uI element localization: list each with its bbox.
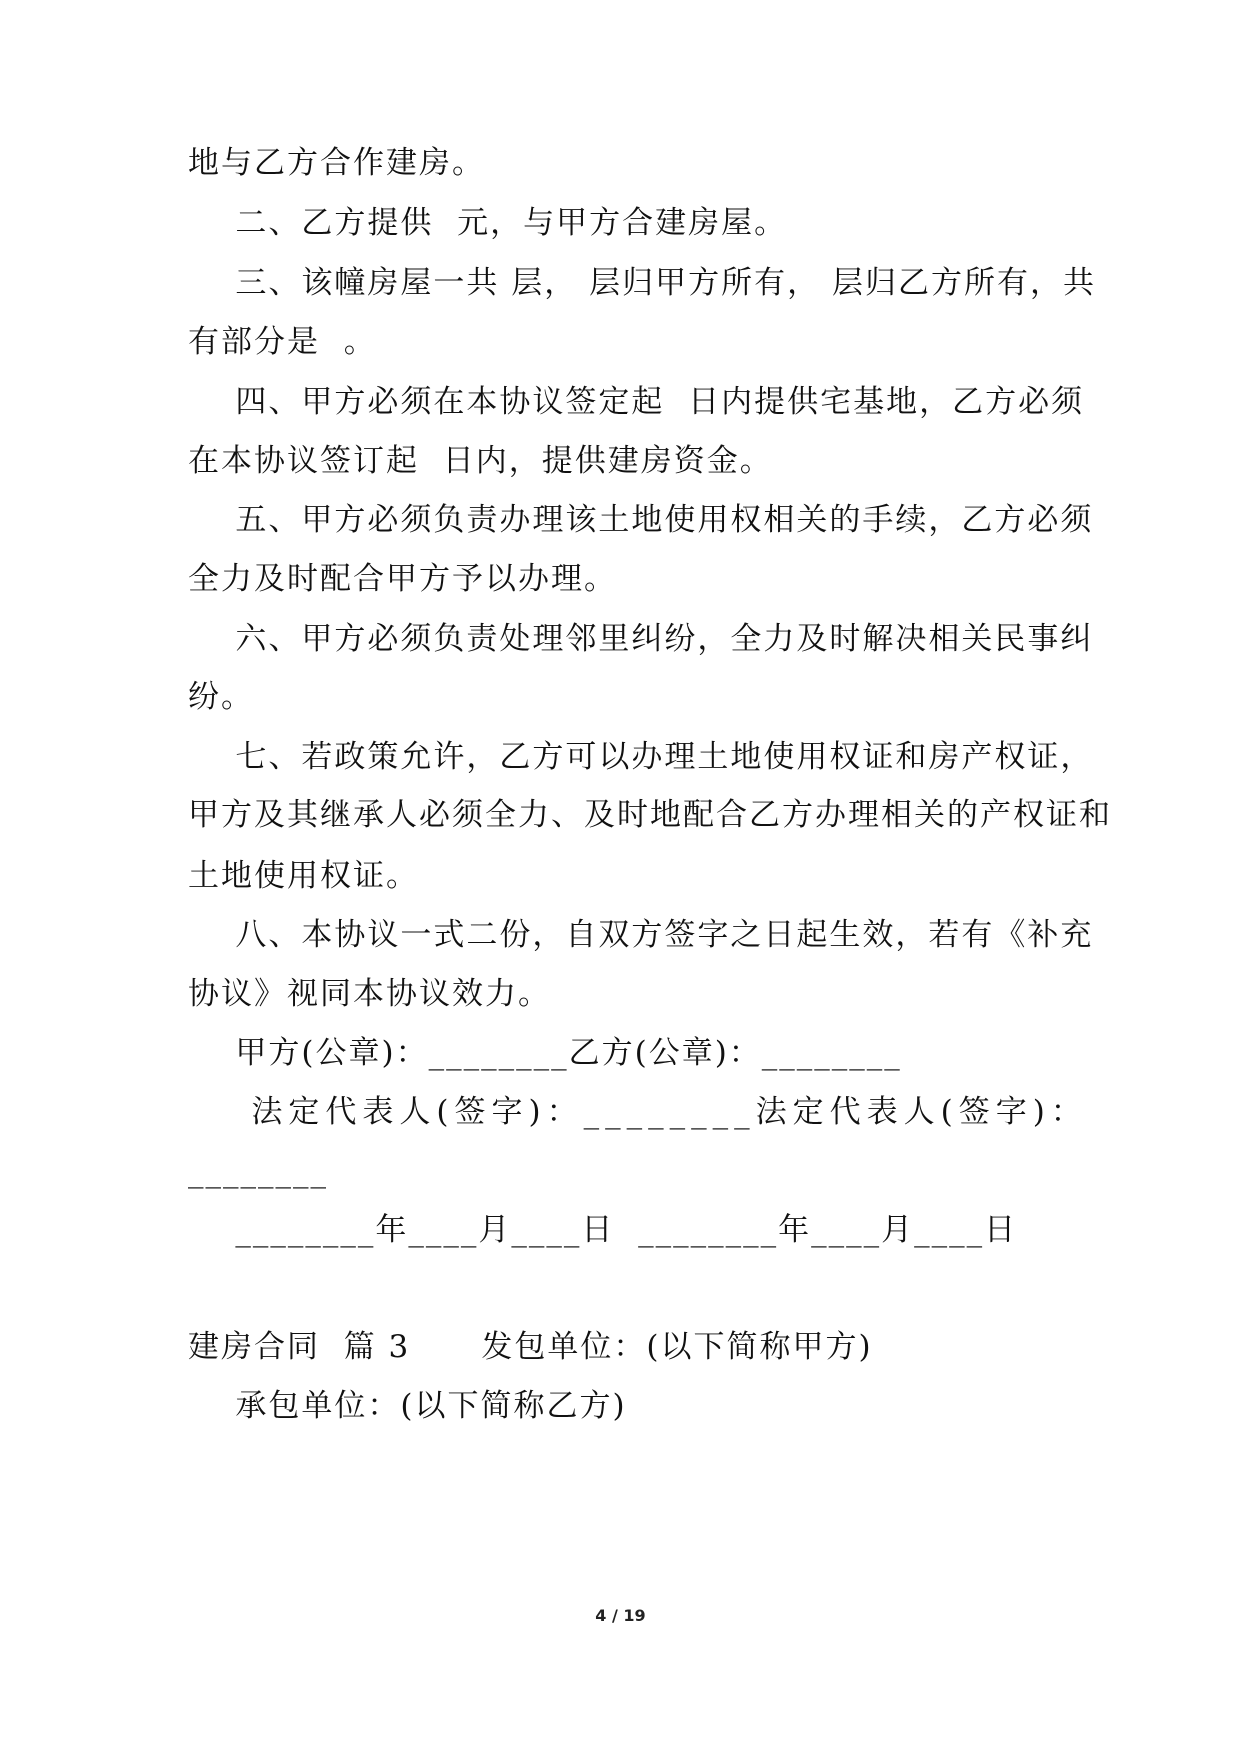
text-line: 全力及时配合甲方予以办理。 bbox=[188, 561, 617, 597]
signature-seal-line: 甲方(公章)：________乙方(公章)：________ bbox=[188, 1035, 902, 1071]
text-line: 甲方及其继承人必须全力、及时地配合乙方办理相关的产权证和 bbox=[188, 797, 1112, 833]
text-line: 七、若政策允许，乙方可以办理土地使用权证和房产权证， bbox=[188, 739, 1094, 775]
text-line: 纷。 bbox=[188, 679, 254, 715]
date-line: ________年____月____日 ________年____月____日 bbox=[188, 1212, 1018, 1248]
section-heading: 建房合同 篇 3 发包单位：(以下简称甲方) bbox=[188, 1329, 873, 1365]
signature-representative-line: 法定代表人(签字)：________法定代表人(签字)： bbox=[188, 1094, 1088, 1130]
page-number: 4 / 19 bbox=[595, 1606, 646, 1625]
text-line: 承包单位：(以下简称乙方) bbox=[188, 1388, 627, 1424]
text-line: 五、甲方必须负责办理该土地使用权相关的手续，乙方必须 bbox=[188, 502, 1094, 538]
text-line: 协议》视同本协议效力。 bbox=[188, 976, 551, 1012]
text-line: 八、本协议一式二份，自双方签字之日起生效，若有《补充 bbox=[188, 917, 1094, 953]
text-line: 四、甲方必须在本协议签定起 日内提供宅基地，乙方必须 bbox=[188, 384, 1085, 420]
text-line: 在本协议签订起 日内，提供建房资金。 bbox=[188, 443, 773, 479]
text-line: 三、该幢房屋一共 层， 层归甲方所有， 层归乙方所有，共 bbox=[188, 265, 1096, 301]
text-line: 六、甲方必须负责处理邻里纠纷，全力及时解决相关民事纠 bbox=[188, 621, 1094, 657]
signature-blank-line: ________ bbox=[188, 1153, 328, 1189]
text-line: 二、乙方提供 元，与甲方合建房屋。 bbox=[188, 205, 788, 241]
text-line: 有部分是 。 bbox=[188, 324, 377, 360]
text-line: 地与乙方合作建房。 bbox=[188, 145, 485, 181]
text-line: 土地使用权证。 bbox=[188, 858, 419, 894]
